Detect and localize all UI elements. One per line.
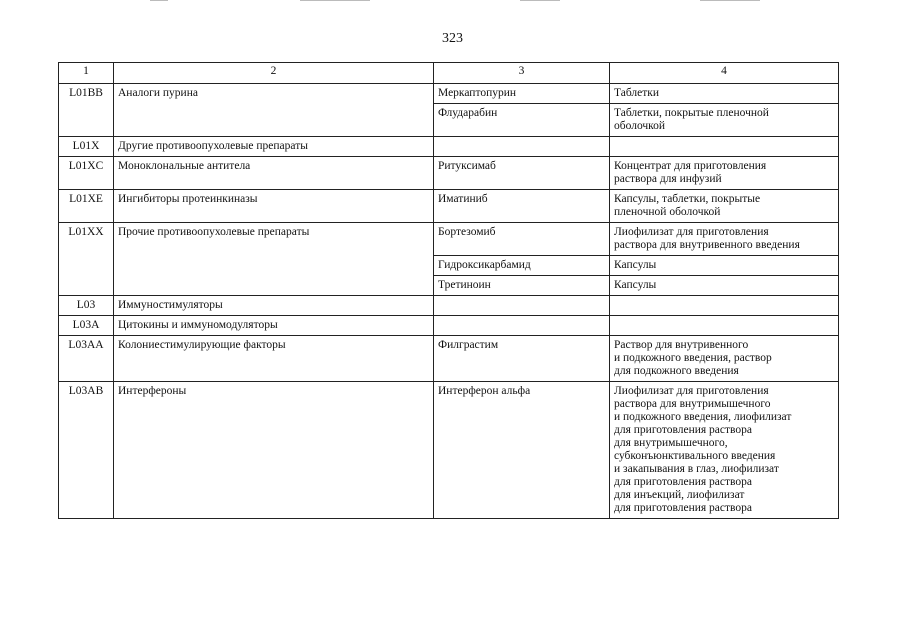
group-name: Иммуностимуляторы [114, 296, 434, 316]
drug-name: Третиноин [434, 276, 610, 296]
drug-name: Ритуксимаб [434, 157, 610, 190]
drug-name: Интерферон альфа [434, 382, 610, 519]
column-header-3: 3 [434, 63, 610, 84]
table-header-row [59, 63, 839, 84]
column-header-2: 2 [114, 63, 434, 84]
page-number: 323 [442, 31, 463, 46]
drug-name: Флударабин [434, 104, 610, 137]
atc-code: L03A [59, 316, 114, 336]
drug-table [58, 62, 839, 519]
drug-name: Филграстим [434, 336, 610, 382]
drug-name [434, 316, 610, 336]
drug-name: Иматиниб [434, 190, 610, 223]
table-row [59, 296, 839, 316]
group-name: Аналоги пурина [114, 84, 434, 137]
dosage-form: Капсулы [610, 256, 839, 276]
table-row [59, 223, 839, 256]
dosage-form [610, 316, 839, 336]
dosage-form [610, 137, 839, 157]
dosage-form: Таблетки, покрытые пленочной оболочкой [610, 104, 839, 137]
group-name: Другие противоопухолевые препараты [114, 137, 434, 157]
group-name: Ингибиторы протеинкиназы [114, 190, 434, 223]
table-row [59, 190, 839, 223]
drug-name [434, 296, 610, 316]
atc-code: L01BB [59, 84, 114, 137]
dosage-form: Капсулы [610, 276, 839, 296]
table-row [59, 316, 839, 336]
dosage-form: Концентрат для приготовления раствора для инфузий [610, 157, 839, 190]
group-name: Интерфероны [114, 382, 434, 519]
column-header-4: 4 [610, 63, 839, 84]
atc-code: L01X [59, 137, 114, 157]
scan-edge-mark [300, 0, 370, 1]
column-header-1: 1 [59, 63, 114, 84]
atc-code: L03AA [59, 336, 114, 382]
dosage-form: Лиофилизат для приготовления раствора для внутривенного введения [610, 223, 839, 256]
drug-name: Бортезомиб [434, 223, 610, 256]
group-name: Моноклональные антитела [114, 157, 434, 190]
scan-edge-mark [150, 0, 168, 1]
atc-code: L01XX [59, 223, 114, 296]
table-row [59, 157, 839, 190]
group-name: Прочие противоопухолевые препараты [114, 223, 434, 296]
group-name: Колониестимулирующие факторы [114, 336, 434, 382]
drug-name: Гидроксикарбамид [434, 256, 610, 276]
scan-edge-mark [520, 0, 560, 1]
dosage-form: Раствор для внутривенного и подкожного введения, раствор для подкожного введения [610, 336, 839, 382]
drug-name [434, 137, 610, 157]
dosage-form [610, 296, 839, 316]
scan-edge-mark [700, 0, 760, 1]
table-row [59, 137, 839, 157]
atc-code: L01XC [59, 157, 114, 190]
group-name: Цитокины и иммуномодуляторы [114, 316, 434, 336]
atc-code: L01XE [59, 190, 114, 223]
dosage-form: Лиофилизат для приготовления раствора для внутримышечного и подкожного введения, лиофилизат для приготовления раствора для внутримышечного, субконъюнктивального введения и закапывания в глаз, лиофилизат для приготовления раствора для инъекций, лиофилизат для приготовления раствора [610, 382, 839, 519]
dosage-form: Таблетки [610, 84, 839, 104]
dosage-form: Капсулы, таблетки, покрытые пленочной оболочкой [610, 190, 839, 223]
drug-name: Меркаптопурин [434, 84, 610, 104]
table-row [59, 382, 839, 519]
atc-code: L03AB [59, 382, 114, 519]
table-row [59, 336, 839, 382]
table-row [59, 84, 839, 104]
atc-code: L03 [59, 296, 114, 316]
